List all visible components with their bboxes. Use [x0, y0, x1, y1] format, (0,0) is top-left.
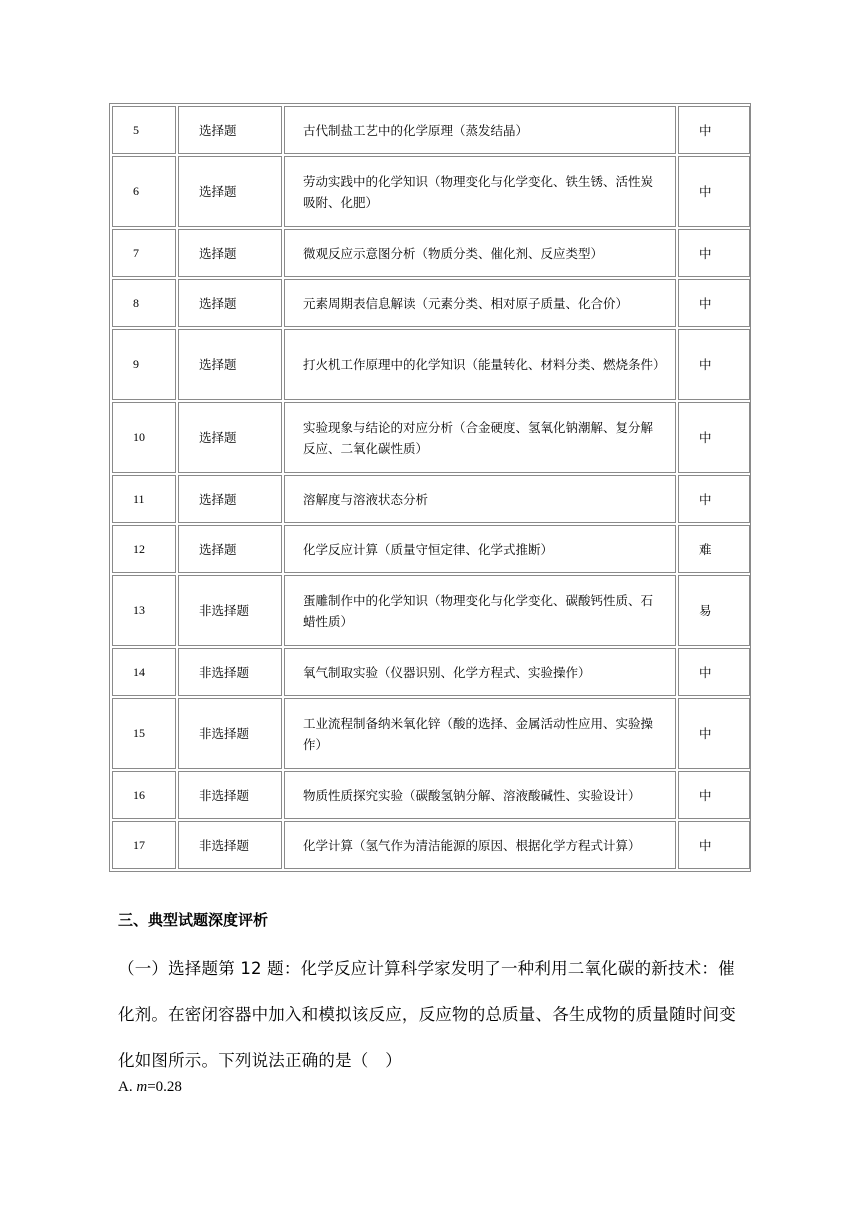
question-table	[110, 104, 752, 871]
difficulty-cell: 中	[678, 821, 750, 869]
question-number-cell: 9	[112, 329, 176, 400]
table-row	[112, 475, 750, 523]
difficulty-cell: 中	[678, 698, 750, 769]
table-row	[112, 156, 750, 227]
question-number-cell: 16	[112, 771, 176, 819]
question-number-cell: 11	[112, 475, 176, 523]
question-number-cell: 6	[112, 156, 176, 227]
difficulty-cell: 中	[678, 156, 750, 227]
difficulty-cell: 中	[678, 402, 750, 473]
question-number-cell: 5	[112, 106, 176, 154]
difficulty-cell: 中	[678, 771, 750, 819]
question-number-cell: 7	[112, 229, 176, 277]
question-number-cell: 15	[112, 698, 176, 769]
question-type-cell: 选择题	[178, 329, 282, 400]
topic-cell: 元素周期表信息解读（元素分类、相对原子质量、化合价）	[284, 279, 676, 327]
question-type-cell: 选择题	[178, 156, 282, 227]
topic-cell: 打火机工作原理中的化学知识（能量转化、材料分类、燃烧条件）	[284, 329, 676, 400]
question-text: （一）选择题第 12 题：化学反应计算科学家发明了一种利用二氧化碳的新技术：催化剂。在密闭容器中加入和模拟该反应，反应物的总质量、各生成物的质量随时间变化如图所示。下列说法正确的是（ ）	[118, 959, 736, 1070]
option-a	[118, 1077, 182, 1097]
topic-cell: 工业流程制备纳米氧化锌（酸的选择、金属活动性应用、实验操作）	[284, 698, 676, 769]
topic-cell: 化学反应计算（质量守恒定律、化学式推断）	[284, 525, 676, 573]
table-row	[112, 279, 750, 327]
option-a-variable: m	[136, 1079, 148, 1095]
difficulty-cell: 易	[678, 575, 750, 646]
table-body	[112, 106, 750, 869]
question-type-cell: 选择题	[178, 279, 282, 327]
difficulty-cell: 中	[678, 229, 750, 277]
section-heading: 三、典型试题深度评析	[118, 911, 269, 929]
topic-cell: 溶解度与溶液状态分析	[284, 475, 676, 523]
option-a-value: =0.28	[147, 1079, 182, 1095]
difficulty-cell: 中	[678, 475, 750, 523]
question-type-cell: 非选择题	[178, 698, 282, 769]
difficulty-cell: 中	[678, 648, 750, 696]
difficulty-cell: 中	[678, 279, 750, 327]
topic-cell: 实验现象与结论的对应分析（合金硬度、氢氧化钠潮解、复分解反应、二氧化碳性质）	[284, 402, 676, 473]
question-number-cell: 13	[112, 575, 176, 646]
topic-cell: 古代制盐工艺中的化学原理（蒸发结晶）	[284, 106, 676, 154]
topic-cell: 蛋雕制作中的化学知识（物理变化与化学变化、碳酸钙性质、石蜡性质）	[284, 575, 676, 646]
table-row	[112, 648, 750, 696]
question-type-cell: 非选择题	[178, 771, 282, 819]
table-row	[112, 575, 750, 646]
question-type-cell: 选择题	[178, 229, 282, 277]
question-number-cell: 17	[112, 821, 176, 869]
question-number-cell: 14	[112, 648, 176, 696]
question-type-cell: 选择题	[178, 402, 282, 473]
option-a-prefix: A.	[118, 1079, 137, 1095]
question-type-cell: 非选择题	[178, 821, 282, 869]
table-row	[112, 525, 750, 573]
topic-cell: 化学计算（氢气作为清洁能源的原因、根据化学方程式计算）	[284, 821, 676, 869]
difficulty-cell: 中	[678, 329, 750, 400]
question-number-cell: 8	[112, 279, 176, 327]
table-row	[112, 106, 750, 154]
table-row	[112, 402, 750, 473]
table-row	[112, 771, 750, 819]
table-row	[112, 329, 750, 400]
question-number-cell: 10	[112, 402, 176, 473]
question-type-cell: 非选择题	[178, 575, 282, 646]
topic-cell: 微观反应示意图分析（物质分类、催化剂、反应类型）	[284, 229, 676, 277]
table-row	[112, 698, 750, 769]
question-number-cell: 12	[112, 525, 176, 573]
analysis-table	[109, 103, 751, 872]
table-row	[112, 229, 750, 277]
topic-cell: 物质性质探究实验（碳酸氢钠分解、溶液酸碱性、实验设计）	[284, 771, 676, 819]
question-type-cell: 选择题	[178, 475, 282, 523]
question-type-cell: 选择题	[178, 106, 282, 154]
topic-cell: 劳动实践中的化学知识（物理变化与化学变化、铁生锈、活性炭吸附、化肥）	[284, 156, 676, 227]
difficulty-cell: 难	[678, 525, 750, 573]
question-type-cell: 非选择题	[178, 648, 282, 696]
difficulty-cell: 中	[678, 106, 750, 154]
topic-cell: 氧气制取实验（仪器识别、化学方程式、实验操作）	[284, 648, 676, 696]
table-row	[112, 821, 750, 869]
question-type-cell: 选择题	[178, 525, 282, 573]
